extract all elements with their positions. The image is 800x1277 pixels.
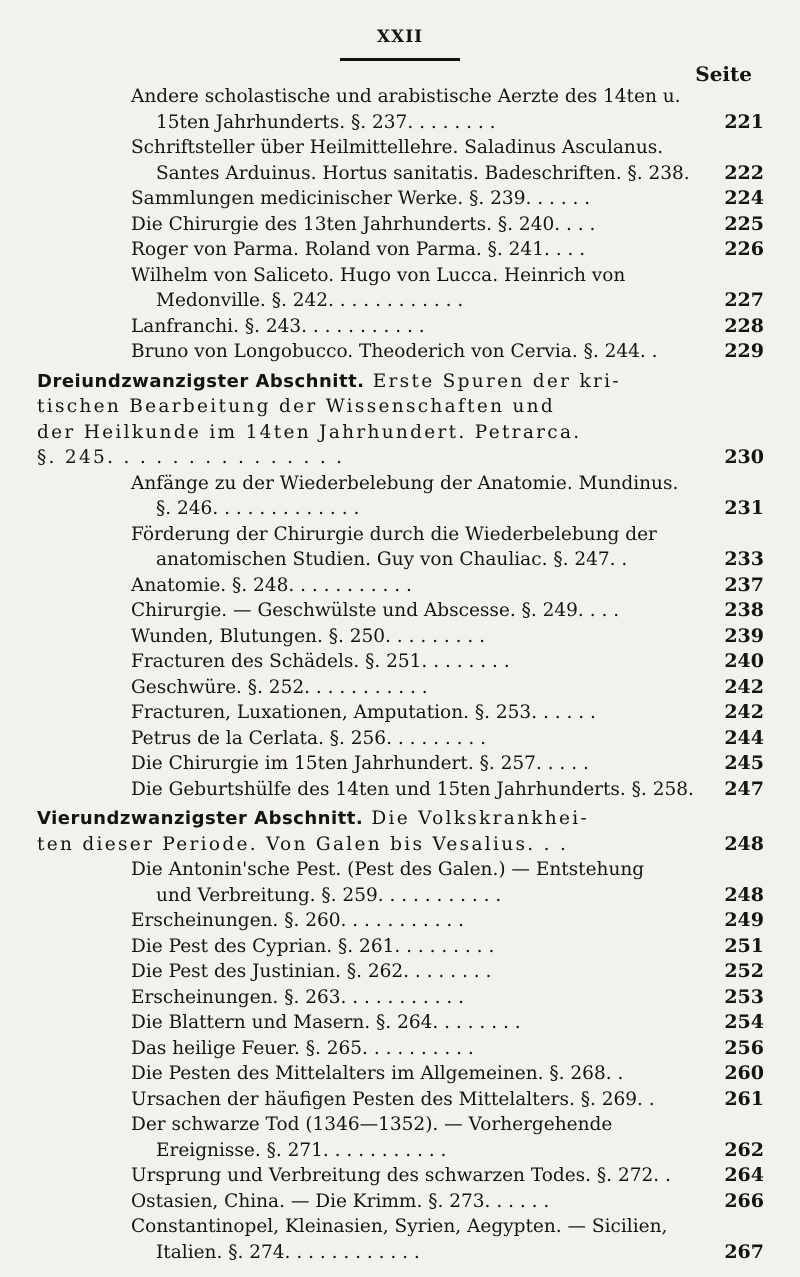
toc-entry-line xyxy=(0,700,800,726)
toc-entry xyxy=(0,934,800,960)
toc-entry xyxy=(0,959,800,985)
page-header-roman-numeral: XXII xyxy=(376,27,424,47)
toc-entry-line xyxy=(0,751,800,777)
toc-page-number: 249 xyxy=(724,909,764,931)
toc-page-number: 233 xyxy=(724,548,764,570)
toc-entry-text: Erscheinungen. §. 263. . . . . . . . . . . xyxy=(131,986,465,1008)
toc-entry-text: Geschwüre. §. 252. . . . . . . . . . . xyxy=(131,676,428,698)
toc-entry-line xyxy=(0,237,800,263)
toc-entry xyxy=(0,135,800,186)
toc-entry-text: Wilhelm von Saliceto. Hugo von Lucca. Heinrich von xyxy=(131,264,626,286)
toc-entry-text: Petrus de la Cerlata. §. 256. . . . . . . . . xyxy=(131,727,487,749)
toc-entry-text: Schriftsteller über Heilmittellehre. Saladinus Asculanus. xyxy=(131,137,664,158)
toc-entry-text: Die Chirurgie des 13ten Jahrhunderts. §. 240. . . . xyxy=(131,213,596,235)
toc-page-number: 262 xyxy=(724,1138,764,1161)
toc-entry-text: ten dieser Periode. Von Galen bis Vesalius. . . xyxy=(37,833,569,855)
toc-page-number: 251 xyxy=(724,934,764,957)
toc-entry xyxy=(0,212,800,238)
toc-entry-text: Fracturen, Luxationen, Amputation. §. 253. . . . . . xyxy=(131,702,596,723)
toc-entry-line xyxy=(0,1112,800,1138)
toc-page-number: 245 xyxy=(724,752,764,774)
toc-page-number: 229 xyxy=(724,340,764,362)
toc-entry-line xyxy=(0,857,800,883)
toc-entry-line xyxy=(0,649,800,675)
toc-entry xyxy=(0,339,800,365)
toc-page-number: 248 xyxy=(724,832,764,855)
toc-entry-line xyxy=(0,394,800,420)
toc-entry-line xyxy=(0,110,800,136)
toc-entry-line xyxy=(0,573,800,599)
toc-entry xyxy=(0,1189,800,1215)
toc-entry-line xyxy=(0,522,800,548)
toc-entry-text: Ursachen der häufigen Pesten des Mittelalters. §. 269. . xyxy=(131,1088,655,1110)
toc-entry xyxy=(0,985,800,1011)
toc-entry-text: Die Blattern und Masern. §. 264. . . . . . . . xyxy=(131,1012,521,1033)
toc-entry-text: Ursprung und Verbreitung des schwarzen Todes. §. 272. . xyxy=(131,1165,671,1186)
toc-entry xyxy=(0,1214,800,1265)
toc-page-number: 221 xyxy=(724,110,764,133)
toc-page-number: 261 xyxy=(724,1087,764,1110)
toc-entry-text: Andere scholastische und arabistische Aerzte des 14ten u. xyxy=(131,86,681,107)
section-title: Dreiundzwanzigster Abschnitt. xyxy=(37,370,365,392)
toc-entry-text: Förderung der Chirurgie durch die Wiederbelebung der xyxy=(131,523,657,545)
toc-page-number: 242 xyxy=(724,701,764,723)
toc-entry-text: Das heilige Feuer. §. 265. . . . . . . . . . xyxy=(131,1037,474,1059)
toc-entry-line xyxy=(0,1036,800,1062)
toc-entry xyxy=(0,1036,800,1062)
toc-entry-line xyxy=(0,339,800,365)
toc-entry-line xyxy=(0,445,800,471)
toc-entry-text: Italien. §. 274. . . . . . . . . . . . xyxy=(156,1241,420,1263)
toc-entry-text: anatomischen Studien. Guy von Chauliac. §. 247. . xyxy=(156,549,628,570)
toc-entry xyxy=(0,186,800,212)
toc-entry-text: Die Pesten des Mittelalters im Allgemeinen. §. 268. . xyxy=(131,1063,624,1084)
toc-entry-line xyxy=(0,314,800,340)
toc-entry-line xyxy=(0,1010,800,1036)
toc-entry xyxy=(0,675,800,701)
toc-page-number: 225 xyxy=(724,212,764,235)
toc-entry-text: Medonville. §. 242. . . . . . . . . . . . xyxy=(156,290,464,311)
toc-entry xyxy=(0,1163,800,1189)
toc-entry xyxy=(0,751,800,777)
toc-entry-text: Die Chirurgie im 15ten Jahrhundert. §. 257. . . . . xyxy=(131,753,589,774)
toc-entry xyxy=(0,726,800,752)
toc-entry-line xyxy=(0,675,800,701)
toc-entry-text: Santes Arduinus. Hortus sanitatis. Badeschriften. §. 238. xyxy=(156,162,690,184)
toc-entry-text: Wunden, Blutungen. §. 250. . . . . . . . . xyxy=(131,625,486,647)
toc-page-number: 230 xyxy=(724,446,764,468)
toc-entry-line xyxy=(0,84,800,110)
toc-page-number: 227 xyxy=(724,289,764,311)
toc-entry-line xyxy=(0,1061,800,1087)
toc-entry-line xyxy=(0,598,800,624)
toc-entry xyxy=(0,777,800,803)
toc-entry xyxy=(0,1112,800,1163)
toc-entry-text: Erscheinungen. §. 260. . . . . . . . . . . xyxy=(131,910,465,931)
toc-entry xyxy=(0,263,800,314)
toc-entry-text: der Heilkunde im 14ten Jahrhundert. Petrarca. xyxy=(37,421,582,443)
toc-entry-text: Die Volkskrankhei- xyxy=(363,808,590,829)
toc-entry-line xyxy=(0,908,800,934)
toc-entry-text: Anfänge zu der Wiederbelebung der Anatomie. Mundinus. xyxy=(131,472,679,494)
toc-entry-text: §. 246. . . . . . . . . . . . . xyxy=(156,498,360,519)
toc-page-number: 239 xyxy=(724,624,764,647)
page-column-heading: Seite xyxy=(695,62,752,86)
toc-entry-line xyxy=(0,161,800,187)
toc-entry-line xyxy=(0,934,800,960)
toc-entry-line xyxy=(0,186,800,212)
toc-entry-line xyxy=(0,471,800,497)
toc-entry-line xyxy=(0,288,800,314)
toc-entry-line xyxy=(0,806,800,832)
toc-entry-text: tischen Bearbeitung der Wissenschaften und xyxy=(37,396,556,417)
toc-entry xyxy=(0,471,800,522)
toc-page-number: 247 xyxy=(724,777,764,800)
section-title: Vierundzwanzigster Abschnitt. xyxy=(37,808,364,829)
toc-entry-line xyxy=(0,959,800,985)
toc-entry-text: Die Pest des Cyprian. §. 261. . . . . . . . . xyxy=(131,935,495,957)
toc-entry-text: Lanfranchi. §. 243. . . . . . . . . . . xyxy=(131,315,425,337)
toc-page-number: 252 xyxy=(724,960,764,982)
toc-page-number: 254 xyxy=(724,1011,764,1033)
toc-entry-line xyxy=(0,1189,800,1215)
toc-entry-line xyxy=(0,1240,800,1266)
toc-entry xyxy=(0,522,800,573)
toc-page-number: 242 xyxy=(724,675,764,698)
toc-page-number: 253 xyxy=(724,985,764,1008)
toc-entry-line xyxy=(0,263,800,289)
toc-entry-text: Fracturen des Schädels. §. 251. . . . . . . . xyxy=(131,651,510,672)
toc-entry-text: Roger von Parma. Roland von Parma. §. 241. . . . xyxy=(131,239,586,260)
toc-page-number: 240 xyxy=(724,650,764,672)
toc-entry-text: Die Pest des Justinian. §. 262. . . . . . . . xyxy=(131,961,492,982)
toc-entry xyxy=(0,84,800,135)
toc-page-number: 266 xyxy=(724,1189,764,1212)
toc-page-number: 222 xyxy=(724,161,764,184)
toc-page-number: 248 xyxy=(724,883,764,906)
toc-entry-line xyxy=(0,420,800,446)
toc-entry xyxy=(0,314,800,340)
toc-entry-text: 15ten Jahrhunderts. §. 237. . . . . . . . xyxy=(156,111,496,133)
toc-entry-line xyxy=(0,135,800,161)
toc-entry-text: Anatomie. §. 248. . . . . . . . . . . xyxy=(131,574,412,596)
toc-entry-text: Der schwarze Tod (1346—1352). — Vorhergehende xyxy=(131,1114,613,1135)
toc-entry-line xyxy=(0,496,800,522)
toc-entry xyxy=(0,700,800,726)
toc-entry-text: Die Antonin'sche Pest. (Pest des Galen.) — Entstehung xyxy=(131,859,645,880)
toc-entry-text: und Verbreitung. §. 259. . . . . . . . . . . xyxy=(156,884,502,906)
toc-entry xyxy=(0,1061,800,1087)
toc-entry-line xyxy=(0,212,800,238)
toc-page-number: 237 xyxy=(724,573,764,596)
toc-entry-text: Chirurgie. — Geschwülste und Abscesse. §. 249. . . . xyxy=(131,600,620,621)
toc-page-number: 264 xyxy=(724,1164,764,1186)
toc-entry-line xyxy=(0,624,800,650)
toc-entry-text: Erste Spuren der kri- xyxy=(364,370,621,392)
toc-entry xyxy=(0,908,800,934)
header-rule xyxy=(340,58,460,61)
toc-page-number: 260 xyxy=(724,1062,764,1084)
toc-section-entry xyxy=(0,806,800,857)
toc-entry xyxy=(0,1087,800,1113)
toc-entry xyxy=(0,573,800,599)
toc-entry-line xyxy=(0,726,800,752)
toc-entry-text: §. 245. . . . . . . . . . . . . . . xyxy=(37,447,345,468)
toc-entry-line xyxy=(0,547,800,573)
toc-entry-text: Ostasien, China. — Die Krimm. §. 273. . . . . . xyxy=(131,1190,550,1212)
toc-entry-line xyxy=(0,1087,800,1113)
toc-page-number: 224 xyxy=(724,187,764,209)
toc-entry-text: Bruno von Longobucco. Theoderich von Cervia. §. 244. . xyxy=(131,341,658,362)
toc-entry-line xyxy=(0,1214,800,1240)
toc-page-number: 244 xyxy=(724,726,764,749)
toc-section-entry xyxy=(0,369,800,471)
toc-entry-text: Die Geburtshülfe des 14ten und 15ten Jahrhunderts. §. 258. xyxy=(131,778,694,800)
toc-entry-text: Constantinopel, Kleinasien, Syrien, Aegypten. — Sicilien, xyxy=(131,1216,668,1237)
toc-page-number: 231 xyxy=(724,497,764,519)
toc-entry xyxy=(0,624,800,650)
toc-entry-line xyxy=(0,777,800,803)
toc-entry-line xyxy=(0,883,800,909)
toc-entry xyxy=(0,649,800,675)
toc-entry-line xyxy=(0,1163,800,1189)
toc-entry xyxy=(0,237,800,263)
toc-entry xyxy=(0,598,800,624)
toc-entry-text: Sammlungen medicinischer Werke. §. 239. . . . . . xyxy=(131,188,591,209)
toc-entry xyxy=(0,1010,800,1036)
toc-entry-text: Ereignisse. §. 271. . . . . . . . . . . xyxy=(156,1139,447,1161)
toc-page-number: 267 xyxy=(724,1240,764,1263)
toc-entry xyxy=(0,857,800,908)
toc-entry-line xyxy=(0,369,800,395)
toc-entry-line xyxy=(0,1138,800,1164)
toc-page-number: 228 xyxy=(724,314,764,337)
toc-page-number: 238 xyxy=(724,599,764,621)
toc-page-number: 256 xyxy=(724,1036,764,1059)
table-of-contents xyxy=(0,84,800,1265)
toc-entry-line xyxy=(0,985,800,1011)
toc-entry-line xyxy=(0,832,800,858)
toc-page-number: 226 xyxy=(724,238,764,260)
